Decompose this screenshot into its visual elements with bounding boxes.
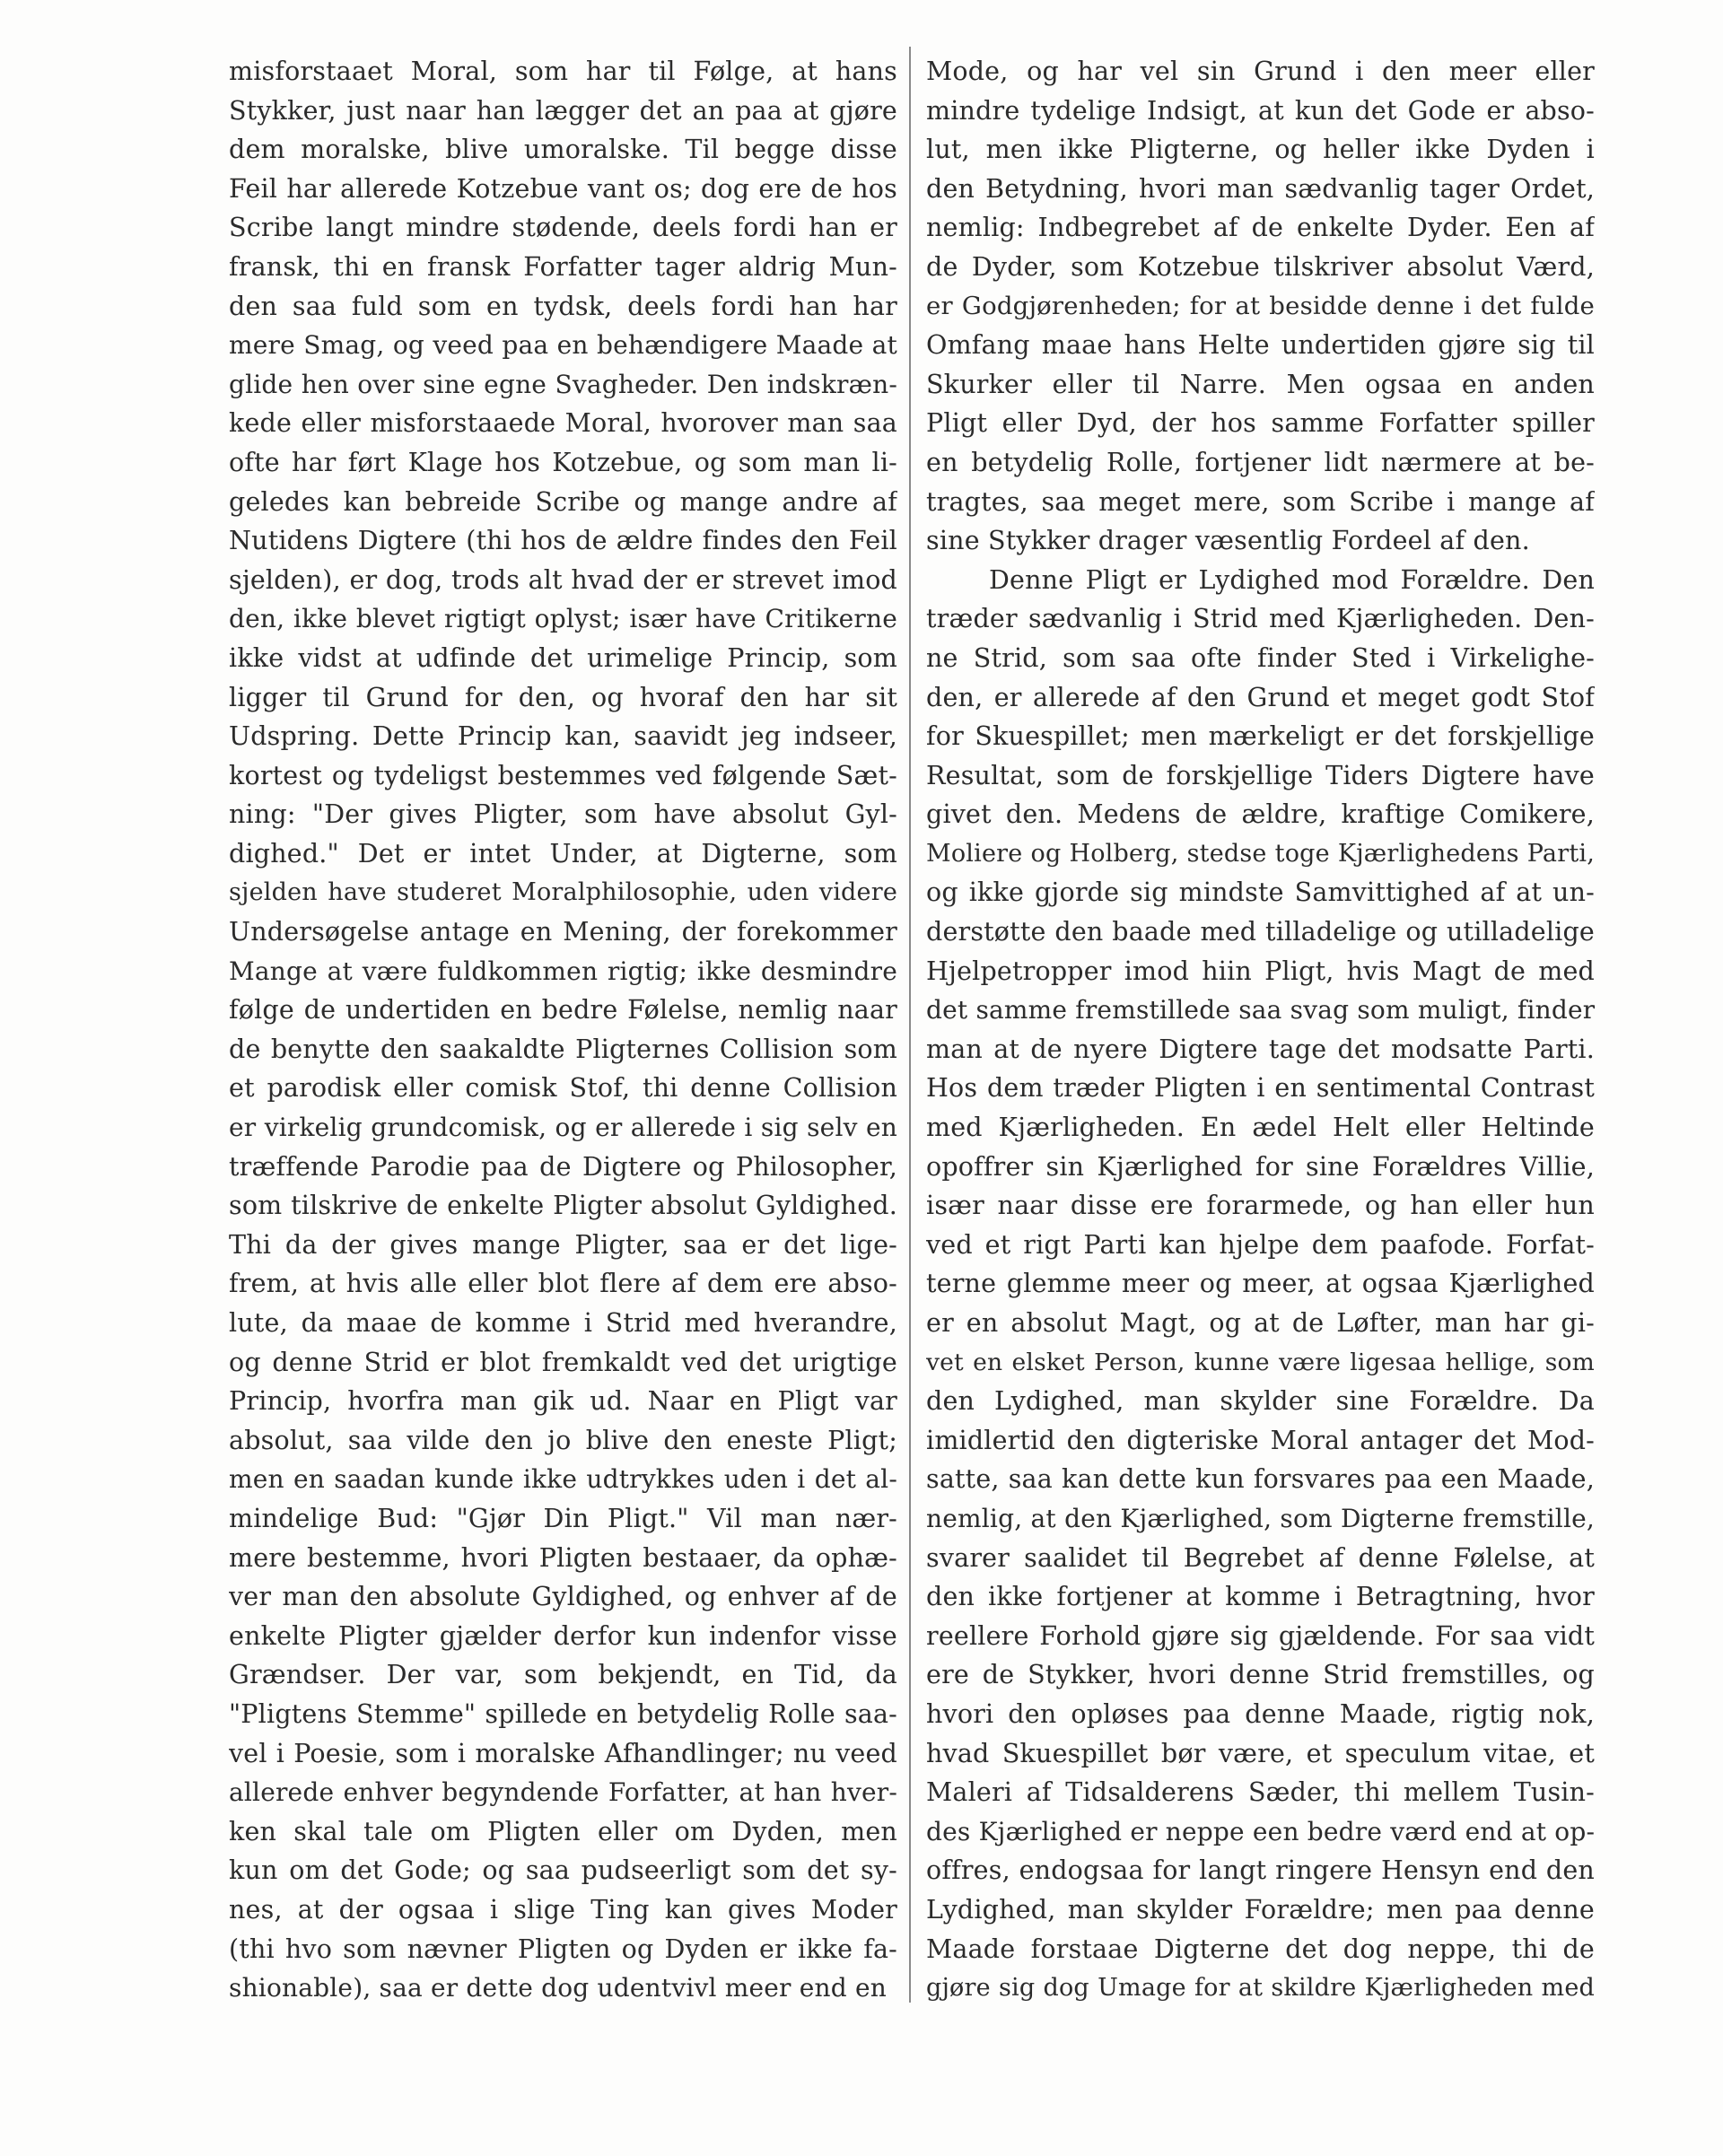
text-line: den, er allerede af den Grund et meget godt Stof bbox=[926, 682, 1595, 712]
text-line: dighed." Det er intet Under, at Digterne, som bbox=[229, 838, 897, 869]
column-divider bbox=[909, 47, 911, 2003]
text-line: Lydighed, man skylder Forældre; men paa denne bbox=[926, 1894, 1595, 1925]
text-line: Omfang maae hans Helte undertiden gjøre sig til bbox=[926, 330, 1595, 361]
text-line: Feil har allerede Kotzebue vant os; dog ere de hos bbox=[229, 173, 897, 204]
text-line: Maade forstaae Digterne det dog neppe, thi de bbox=[926, 1933, 1595, 1964]
text-line: Thi da der gives mange Pligter, saa er det lige- bbox=[229, 1229, 897, 1260]
text-line: træffende Parodie paa de Digtere og Philosopher, bbox=[229, 1151, 897, 1182]
text-line: Mode, og har vel sin Grund i den meer eller bbox=[926, 57, 1595, 86]
text-line: men en saadan kunde ikke udtrykkes uden i det al- bbox=[229, 1464, 897, 1495]
text-line: kortest og tydeligst bestemmes ved følgende Sæt- bbox=[229, 760, 897, 790]
text-line: den ikke fortjener at komme i Betragtning, hvor bbox=[926, 1582, 1595, 1612]
text-line: svarer saalidet til Begrebet af denne Følelse, at bbox=[926, 1542, 1595, 1573]
text-line: hvori den opløses paa denne Maade, rigtig nok, bbox=[926, 1698, 1595, 1729]
text-line: som tilskrive de enkelte Pligter absolut Gyldighed. bbox=[229, 1191, 897, 1221]
text-line: følge de undertiden en bedre Følelse, nemlig naar bbox=[229, 995, 897, 1026]
left-text-column bbox=[229, 52, 897, 2008]
text-line: Udspring. Dette Princip kan, saavidt jeg indseer, bbox=[229, 721, 897, 752]
right-text-column bbox=[926, 52, 1595, 2008]
text-line: givet den. Medens de ældre, kraftige Comikere, bbox=[926, 799, 1595, 830]
text-line: ne Strid, som saa ofte finder Sted i Virkelighe- bbox=[926, 642, 1595, 673]
text-line: og ikke gjorde sig mindste Samvittighed af at un- bbox=[926, 877, 1595, 908]
text-line: lut, men ikke Pligterne, og heller ikke Dyden i bbox=[926, 135, 1595, 165]
text-line: ligger til Grund for den, og hvoraf den har sit bbox=[229, 682, 897, 712]
text-line: absolut, saa vilde den jo blive den eneste Pligt; bbox=[229, 1425, 897, 1455]
text-line: og denne Strid er blot fremkaldt ved det urigtige bbox=[229, 1347, 897, 1377]
text-line: "Pligtens Stemme" spillede en betydelig Rolle saa- bbox=[229, 1698, 897, 1729]
text-line: den saa fuld som en tydsk, deels fordi han har bbox=[229, 291, 897, 321]
text-line: mindelige Bud: "Gjør Din Pligt." Vil man nær- bbox=[229, 1503, 897, 1533]
text-line: Hos dem træder Pligten i en sentimental Contrast bbox=[926, 1073, 1595, 1104]
text-line: den, ikke blevet rigtigt oplyst; især have Critikerne bbox=[229, 604, 897, 634]
text-line: nes, at der ogsaa i slige Ting kan gives Moder bbox=[229, 1894, 897, 1925]
text-line: opoffrer sin Kjærlighed for sine Forældres Villie, bbox=[926, 1151, 1595, 1182]
text-line: reellere Forhold gjøre sig gjældende. For saa vidt bbox=[926, 1620, 1595, 1651]
text-line: tragtes, saa meget mere, som Scribe i mange af bbox=[926, 486, 1595, 517]
text-line: Skurker eller til Narre. Men ogsaa en anden bbox=[926, 369, 1595, 399]
text-line: ning: "Der gives Pligter, som have absolut Gyl- bbox=[229, 799, 897, 830]
text-line: Resultat, som de forskjellige Tiders Digtere have bbox=[926, 760, 1595, 790]
text-line: offres, endogsaa for langt ringere Hensyn end den bbox=[926, 1855, 1595, 1886]
text-line: Undersøgelse antage en Mening, der forekommer bbox=[229, 917, 897, 947]
text-line: kun om det Gode; og saa pudseerligt som det sy- bbox=[229, 1855, 897, 1886]
text-line: Hjelpetropper imod hiin Pligt, hvis Magt de med bbox=[926, 956, 1595, 986]
text-line: gjøre sig dog Umage for at skildre Kjærligheden med bbox=[926, 1974, 1595, 2003]
text-line: ken skal tale om Pligten eller om Dyden, men bbox=[229, 1816, 897, 1846]
text-line: ikke vidst at udfinde det urimelige Princip, som bbox=[229, 642, 897, 673]
text-line: nemlig: Indbegrebet af de enkelte Dyder. Een af bbox=[926, 213, 1595, 243]
text-line: den Lydighed, man skylder sine Forældre. Da bbox=[926, 1386, 1595, 1417]
text-line: satte, saa kan dette kun forsvares paa een Maade, bbox=[926, 1464, 1595, 1495]
text-line: Moliere og Holberg, stedse toge Kjærlighedens Parti, bbox=[926, 839, 1595, 868]
text-line: sjelden have studeret Moralphilosophie, uden videre bbox=[229, 878, 897, 907]
text-line: en betydelig Rolle, fortjener lidt nærmere at be- bbox=[926, 447, 1595, 477]
text-line: er Godgjørenheden; for at besidde denne i det fulde bbox=[926, 291, 1595, 320]
text-line: er en absolut Magt, og at de Løfter, man har gi- bbox=[926, 1308, 1595, 1338]
text-line: sjelden), er dog, trods alt hvad der er strevet imod bbox=[229, 564, 897, 595]
text-line: shionable), saa er dette dog udentvivl meer end en bbox=[229, 1973, 887, 2003]
text-line: sine Stykker drager væsentlig Fordeel af den. bbox=[926, 526, 1530, 556]
text-line: nemlig, at den Kjærlighed, som Digterne fremstille, bbox=[926, 1503, 1595, 1533]
text-line: allerede enhver begyndende Forfatter, at han hver- bbox=[229, 1777, 897, 1808]
text-line: den Betydning, hvori man sædvanlig tager Ordet, bbox=[926, 173, 1595, 204]
text-line: derstøtte den baade med tilladelige og utilladelige bbox=[926, 917, 1595, 947]
text-line: et parodisk eller comisk Stof, thi denne Collision bbox=[229, 1073, 897, 1104]
text-line: mere bestemme, hvori Pligten bestaaer, da ophæ- bbox=[229, 1542, 897, 1573]
text-line: mere Smag, og veed paa en behændigere Maade at bbox=[229, 330, 897, 361]
text-line: de Dyder, som Kotzebue tilskriver absolut Værd, bbox=[926, 251, 1595, 282]
text-line: de benytte den saakaldte Pligternes Collision som bbox=[229, 1034, 897, 1064]
text-line: for Skuespillet; men mærkeligt er det forskjellige bbox=[926, 721, 1595, 752]
text-line: vet en elsket Person, kunne være ligesaa hellige, som bbox=[926, 1348, 1595, 1376]
text-line: glide hen over sine egne Svagheder. Den indskræn- bbox=[229, 369, 897, 399]
text-line: ved et rigt Parti kan hjelpe dem paafode. Forfat- bbox=[926, 1229, 1595, 1260]
text-line: Stykker, just naar han lægger det an paa at gjøre bbox=[229, 95, 897, 126]
text-line: terne glemme meer og meer, at ogsaa Kjærlighed bbox=[926, 1269, 1595, 1299]
text-line: lute, da maae de komme i Strid med hverandre, bbox=[229, 1308, 897, 1338]
text-line: træder sædvanlig i Strid med Kjærligheden. Den- bbox=[926, 604, 1595, 634]
text-line: Denne Pligt er Lydighed mod Forældre. Den bbox=[989, 564, 1595, 595]
text-line: er virkelig grundcomisk, og er allerede i sig selv en bbox=[229, 1113, 897, 1143]
text-line: (thi hvo som nævner Pligten og Dyden er ikke fa- bbox=[229, 1933, 897, 1964]
text-line: vel i Poesie, som i moralske Afhandlinger; nu veed bbox=[229, 1738, 897, 1768]
text-line: man at de nyere Digtere tage det modsatte Parti. bbox=[926, 1034, 1595, 1064]
text-line: frem, at hvis alle eller blot flere af dem ere abso- bbox=[229, 1269, 897, 1299]
text-line: enkelte Pligter gjælder derfor kun indenfor visse bbox=[229, 1620, 897, 1651]
text-line: kede eller misforstaaede Moral, hvorover man saa bbox=[229, 408, 897, 439]
text-line: hvad Skuespillet bør være, et speculum vitae, et bbox=[926, 1738, 1595, 1768]
text-line: Maleri af Tidsalderens Sæder, thi mellem Tusin- bbox=[926, 1777, 1595, 1808]
text-line: Princip, hvorfra man gik ud. Naar en Pligt var bbox=[229, 1386, 897, 1417]
text-line: dem moralske, blive umoralske. Til begge disse bbox=[229, 135, 897, 165]
text-line: des Kjærlighed er neppe een bedre værd end at op- bbox=[926, 1816, 1595, 1846]
text-line: Nutidens Digtere (thi hos de ældre findes den Feil bbox=[229, 526, 897, 556]
text-line: med Kjærligheden. En ædel Helt eller Heltinde bbox=[926, 1113, 1595, 1143]
text-line: fransk, thi en fransk Forfatter tager aldrig Mun- bbox=[229, 251, 897, 282]
text-line: Pligt eller Dyd, der hos samme Forfatter spiller bbox=[926, 408, 1595, 439]
text-line: ere de Stykker, hvori denne Strid fremstilles, og bbox=[926, 1660, 1595, 1690]
text-line: især naar disse ere forarmede, og han eller hun bbox=[926, 1191, 1595, 1221]
text-line: ver man den absolute Gyldighed, og enhver af de bbox=[229, 1582, 897, 1612]
text-line: Grændser. Der var, som bekjendt, en Tid, da bbox=[229, 1660, 897, 1690]
text-line: ofte har ført Klage hos Kotzebue, og som man li- bbox=[229, 447, 897, 477]
text-line: misforstaaet Moral, som har til Følge, at hans bbox=[229, 57, 897, 86]
text-line: Scribe langt mindre stødende, deels fordi han er bbox=[229, 213, 897, 243]
text-line: det samme fremstillede saa svag som muligt, finder bbox=[926, 995, 1595, 1026]
text-line: mindre tydelige Indsigt, at kun det Gode er abso- bbox=[926, 95, 1595, 126]
text-line: Mange at være fuldkommen rigtig; ikke desmindre bbox=[229, 956, 897, 986]
text-line: imidlertid den digteriske Moral antager det Mod- bbox=[926, 1425, 1595, 1455]
text-line: geledes kan bebreide Scribe og mange andre af bbox=[229, 486, 897, 517]
